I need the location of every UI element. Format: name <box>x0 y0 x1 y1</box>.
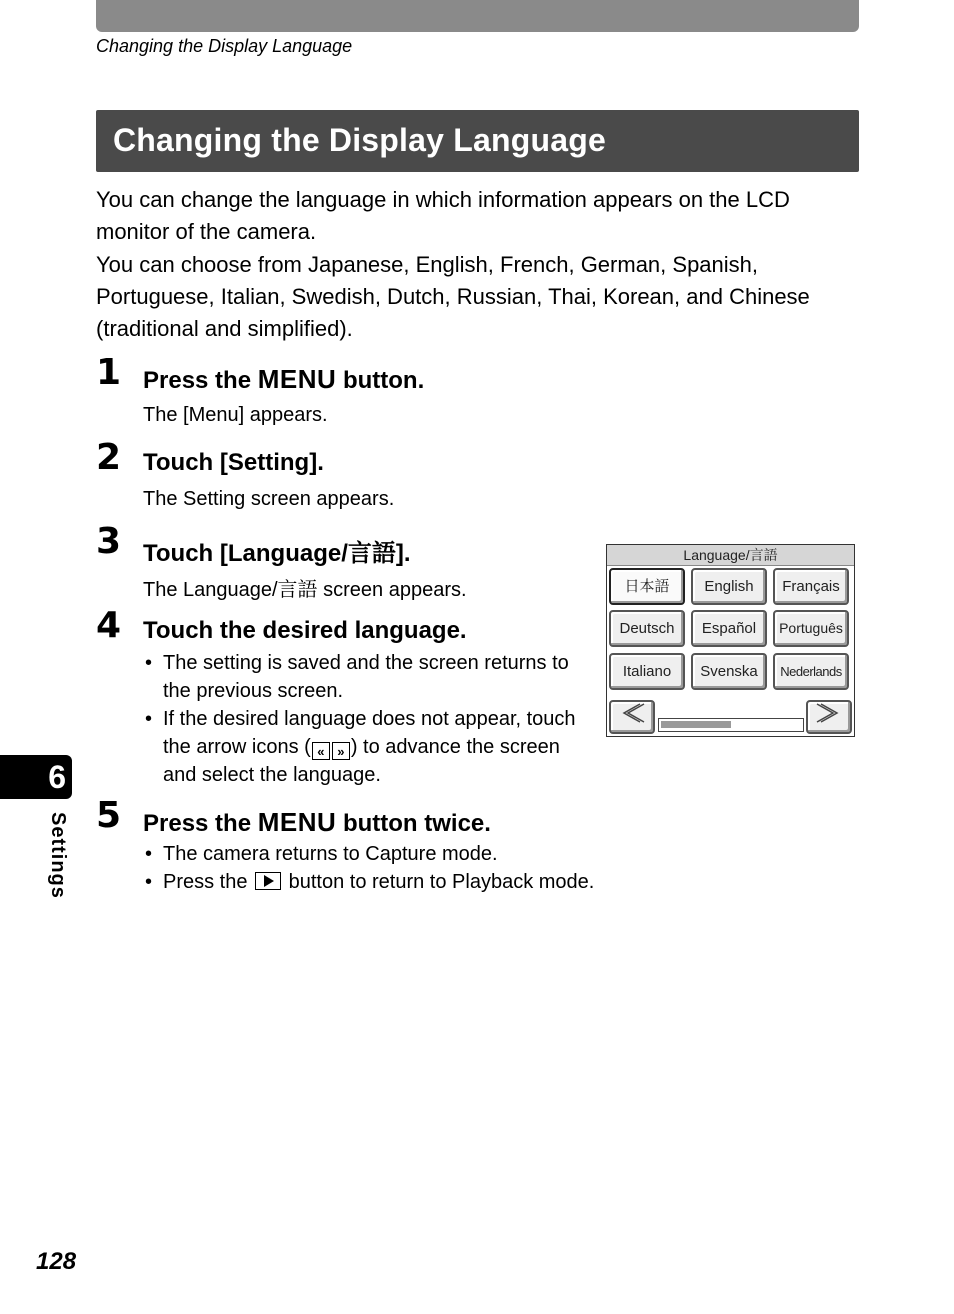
lang-button-spanish[interactable]: Español <box>691 610 767 647</box>
screen-title: Language/言語 <box>607 545 854 566</box>
step-number: 1 <box>96 352 122 393</box>
step-bullets <box>143 649 593 789</box>
step-number: 4 <box>96 605 122 646</box>
arrow-right-icon: » <box>332 742 350 760</box>
section-title-bar <box>96 110 859 172</box>
step-title: Touch [Language/言語]. <box>143 540 411 567</box>
page-number: 128 <box>36 1248 77 1275</box>
header-bar <box>96 0 859 32</box>
arrow-left-icon: « <box>312 742 330 760</box>
lang-button-portuguese[interactable]: Português <box>773 610 849 647</box>
bullet-item: • If the desired language does not appear, touch the arrow icons ( « » ) to advance the screen and select the language. <box>145 708 576 786</box>
intro-paragraph: You can change the language in which information appears on the LCD monitor of the camera. <box>96 187 790 245</box>
lang-button-english[interactable]: English <box>691 568 767 605</box>
running-head: Changing the Display Language <box>96 36 353 56</box>
lang-button-dutch[interactable]: Nederlands <box>773 653 849 690</box>
bullet-item: • The setting is saved and the screen returns to the previous screen. <box>145 652 569 702</box>
step-title: Press the MENU button twice. <box>143 807 491 837</box>
intro-paragraph: You can choose from Japanese, English, French, German, Spanish, Portuguese, Italian, Swedish, Dutch, Russian, Thai, Korean, and Chinese (traditional and simplified). <box>96 251 810 342</box>
chapter-tab: 6 <box>0 755 72 799</box>
chapter-label: Settings <box>47 812 69 899</box>
chevron-right-icon <box>815 702 843 724</box>
step-number: 3 <box>96 521 122 562</box>
scrollbar-thumb[interactable] <box>661 721 731 728</box>
chevron-left-icon <box>618 702 646 724</box>
section-title: Changing the Display Language <box>113 122 606 158</box>
lang-button-french[interactable]: Français <box>773 568 849 605</box>
playback-icon <box>255 872 281 890</box>
lang-button-german[interactable]: Deutsch <box>609 610 685 647</box>
step-description: The Language/言語 screen appears. <box>143 579 467 601</box>
arrow-left-button[interactable] <box>609 700 655 734</box>
step-title: Touch the desired language. <box>143 617 467 644</box>
step-description: The Setting screen appears. <box>143 488 395 510</box>
step-number: 2 <box>96 437 122 478</box>
step-bullets <box>143 840 743 896</box>
intro-text <box>96 184 866 345</box>
arrow-right-button[interactable] <box>806 700 852 734</box>
menu-key: MENU <box>257 364 337 394</box>
step-title: Touch [Setting]. <box>143 449 324 476</box>
lang-button-japanese[interactable]: 日本語 <box>609 568 685 605</box>
bullet-item: • Press the button to return to Playback mode. <box>145 871 595 893</box>
step-number: 5 <box>96 795 122 836</box>
bullet-item: • The camera returns to Capture mode. <box>145 843 498 865</box>
step-description: The [Menu] appears. <box>143 404 328 426</box>
menu-key: MENU <box>257 807 337 837</box>
language-screen-illustration <box>606 544 855 737</box>
scrollbar[interactable] <box>658 718 804 732</box>
lang-button-swedish[interactable]: Svenska <box>691 653 767 690</box>
step-title: Press the MENU button. <box>143 364 425 394</box>
lang-button-italian[interactable]: Italiano <box>609 653 685 690</box>
